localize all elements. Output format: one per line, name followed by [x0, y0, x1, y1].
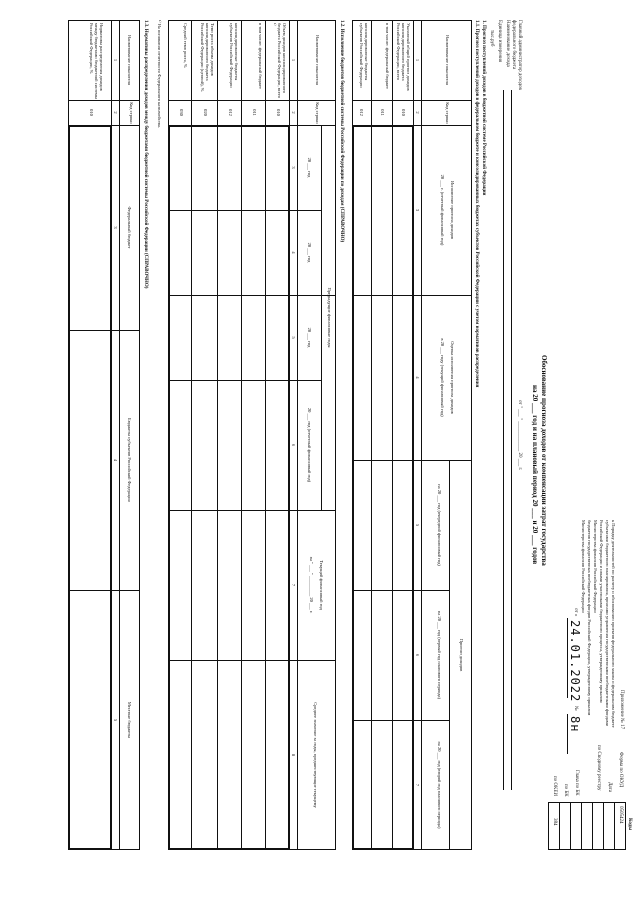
row-code: 012: [359, 109, 364, 116]
col-num: 1: [113, 58, 118, 62]
unit-label: Единица измерения: [497, 20, 502, 63]
col-p1-header: на 20 ___ год (очередной финансовый год): [437, 484, 442, 566]
appendix-date: 24.01.2022: [568, 620, 582, 703]
appendix-line: Министерства финансов Российской Федерации: [593, 520, 598, 613]
col-ispoln-header: Исполнение прогноза доходов: [450, 180, 455, 240]
appendix-number: Приложение № 17: [619, 690, 624, 730]
col-code-header: Код строки: [315, 102, 320, 124]
bk-label: по БК: [563, 784, 568, 797]
appendix-line: к Порядку деятельностей по расчету и обоснованию проектов федерального закона о федеральном бюджете: [611, 520, 616, 728]
col-third-header: Текущий финансовый год: [319, 560, 324, 610]
row-code: 012: [228, 109, 233, 116]
glava-label: Глава по БК: [574, 770, 579, 796]
row-code: 010: [401, 109, 406, 116]
col-code-header: Код строки: [445, 102, 450, 124]
col-subj-header: Бюджеты субъектов Российской Федерации: [127, 418, 132, 502]
col-num: 4: [291, 251, 296, 254]
number-underline: [567, 714, 568, 754]
col-num: 2: [291, 111, 296, 114]
section1-title: 1. Прогноз поступлений доходов в бюджетной системе Российской Федерации: [481, 20, 486, 196]
form-label: Форма по ОКУД: [618, 752, 623, 788]
col-num: 4: [415, 376, 420, 379]
section11-title: 1.1. Прогноз поступлений доходов в федеральном бюджете и консолидированных бюджетах субъектов Российской Федерации с учетом нормативов распределения: [474, 20, 479, 388]
col-num: 3: [291, 166, 296, 169]
title-date: от " ___ " ____________ 20 ___ г.: [517, 400, 522, 471]
table-row: Указанный общий прогноз доходов консолидированного бюджета Российской Федерации, всего: [396, 23, 411, 91]
table-row: консолидированные бюджеты субъектов Российской Федерации: [359, 23, 369, 88]
col-avg-header: Среднее значение за годы, предшествующие текущему: [313, 702, 318, 808]
income-name-label: Наименование дохода: [505, 20, 510, 67]
col-prev-header: Предыдущие финансовые годы: [327, 287, 332, 348]
row-code: 020: [203, 109, 208, 116]
col-local-header: Местные бюджеты: [127, 701, 132, 739]
row-code: 011: [252, 109, 257, 116]
col-code-header: Код строки: [129, 102, 134, 124]
col-y3-header: 20 ___ год: [307, 327, 312, 348]
col-num: 1: [415, 58, 420, 62]
okei-code: 384: [552, 818, 557, 826]
table-row: Нормативы распределения доходов между бюджетами бюджетной системы Российской Федерации, %: [89, 23, 104, 99]
footnote: ¹⁾ На основании отчетности Федерального казначейства.: [157, 20, 162, 129]
table-row: Объем доходов консолидированного бюджета Российской Федерации, всего ¹⁾: [272, 23, 287, 98]
section13-title: 1.3. Нормативы распределения доходов между бюджетами бюджетной системы Российской Федерации (СПРАВОЧНО): [143, 20, 148, 289]
col-p2-header: на 20 ___ год (первый год планового периода): [437, 610, 442, 700]
col-num: 3: [415, 208, 420, 212]
section12-title: 1.2. Исполнение бюджетов бюджетной системы Российской Федерации по доходам (СПРАВОЧНО): [339, 20, 344, 243]
col-num: 7: [291, 583, 296, 587]
table-row: Темп роста объема доходов консолидированного бюджета Российской Федерации (цепной), %: [200, 23, 215, 92]
col-num: 5: [415, 523, 420, 527]
date-underline: [567, 618, 568, 698]
page-subtitle: на 20 ___ год и на плановый период 20 ___ и 20 ___ годов: [531, 385, 539, 565]
col-num: 2: [415, 111, 420, 114]
appendix-number-prefix: №: [573, 706, 578, 711]
col-y1-header: 20 ___ год: [307, 157, 312, 178]
form-code: 0505424: [618, 806, 623, 824]
col-num: 8: [291, 753, 296, 757]
row-code: 030: [179, 109, 184, 116]
date-label: Дата: [607, 782, 612, 792]
col-name-header: Наименование показателя: [315, 35, 320, 85]
appendix-order-number: 8н: [568, 716, 582, 733]
col-prognoz-header: Прогноз доходов: [459, 638, 464, 672]
table-row: Средний темп роста, %: [183, 23, 188, 68]
table-row: консолидированные бюджеты субъектов Российской Федерации: [229, 23, 239, 88]
page-title: Обоснование прогноза доходов от компенсации затрат государства: [540, 355, 548, 566]
reestr-label: по Сводному реестру: [596, 745, 601, 791]
col-ocenka-sub: в 20 ___ году (текущий финансовый год): [440, 338, 445, 417]
col-num: 5: [113, 718, 118, 722]
row-code: 010: [276, 109, 281, 116]
codes-header: Коды: [627, 818, 632, 831]
col-fed-header: Федеральный бюджет: [127, 206, 132, 249]
col-ispoln-sub: 20 ___ г. (отчетный финансовый год): [440, 174, 445, 246]
col-name-header: Наименование показателя: [127, 35, 132, 85]
appendix-date-prefix: от «: [573, 608, 578, 617]
row-code: 011: [380, 109, 385, 116]
table-1-2-data-area: [168, 125, 290, 850]
appendix-line: Министерства финансов Российской Федерации: [581, 520, 586, 613]
unit-value: тыс.руб: [489, 30, 494, 47]
col-num: 3: [113, 226, 118, 229]
table-row: в том числе: федеральный бюджет: [258, 23, 263, 89]
appendix-line: Российской Федерации и иными участниками бюджетного процесса, утвержденному приказом: [599, 520, 604, 703]
col-num: 7: [415, 783, 420, 787]
table-row: в том числе: федеральный бюджет: [385, 23, 390, 89]
col-otch-header: 20 ___ год (отчетный финансовый год): [307, 407, 312, 483]
table-1-1-data-area: [352, 125, 414, 850]
table-1-3-data-area: [68, 125, 112, 850]
admin-label: Главный администратор доходов федерального бюджета: [511, 20, 522, 90]
col-num: 2: [113, 111, 118, 114]
col-third-sub: на " ___ " _________ 20 ___ г.: [309, 556, 314, 614]
okei-label: по ОКЕИ: [552, 776, 557, 797]
col-ocenka-header: Оценка исполнения прогноза доходов: [450, 341, 455, 414]
appendix-line: субъектами бюджетного планирования, органами управления государственными внебюджетными фондами: [605, 520, 610, 727]
col-num: 4: [113, 458, 118, 462]
appendix-line: бюджетов государственных внебюджетных фондов Российской Федерации, утвержденному приказом: [587, 520, 592, 716]
col-num: 5: [291, 336, 296, 339]
row-code: 010: [89, 109, 94, 116]
col-y2-header: 20 ___ год: [307, 242, 312, 263]
col-num: 6: [291, 443, 296, 447]
col-num: 1: [291, 58, 296, 62]
col-name-header: Наименование показателя: [445, 35, 450, 85]
col-num: 6: [415, 653, 420, 657]
col-p3-header: на 20 ___ год (второй год планового периода): [437, 741, 442, 829]
